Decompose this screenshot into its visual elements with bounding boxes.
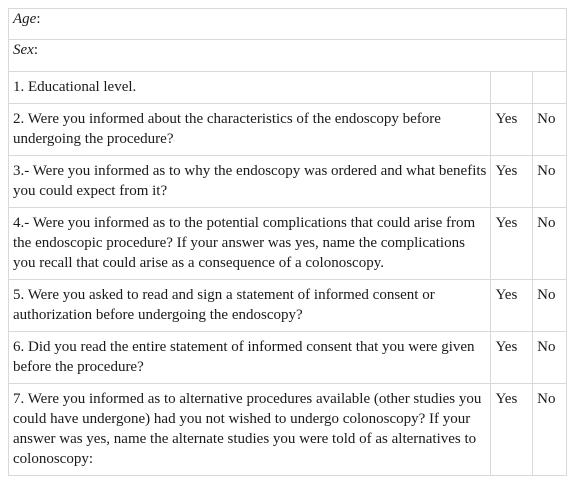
age-row	[9, 9, 567, 40]
question-row	[9, 208, 567, 280]
question-row	[9, 332, 567, 384]
yes-option[interactable]: Yes	[491, 104, 533, 156]
question-row	[9, 104, 567, 156]
no-option[interactable]: No	[533, 208, 567, 280]
no-option[interactable]: No	[533, 280, 567, 332]
questionnaire-table	[8, 8, 567, 476]
age-colon: :	[36, 11, 41, 27]
question-text: 1. Educational level.	[9, 72, 491, 104]
question-row	[9, 156, 567, 208]
yes-cell[interactable]	[491, 72, 533, 104]
yes-option[interactable]: Yes	[491, 156, 533, 208]
question-row	[9, 384, 567, 476]
question-row	[9, 72, 567, 104]
yes-option[interactable]: Yes	[491, 280, 533, 332]
sex-cell	[9, 40, 567, 72]
question-row	[9, 280, 567, 332]
question-text: 7. Were you informed as to alternative procedures available (other studies you could have undergone) had you not wished to undergo colonoscopy? If your answer was yes, name the alternate studies you were told of as alternatives to colonoscopy:	[9, 384, 491, 476]
question-text: 3.- Were you informed as to why the endoscopy was ordered and what benefits you could expect from it?	[9, 156, 491, 208]
no-cell[interactable]	[533, 72, 567, 104]
sex-label: Sex	[13, 42, 34, 58]
yes-option[interactable]: Yes	[491, 208, 533, 280]
no-option[interactable]: No	[533, 104, 567, 156]
no-option[interactable]: No	[533, 384, 567, 476]
age-cell	[9, 9, 567, 40]
age-label: Age	[13, 11, 37, 27]
sex-row	[9, 40, 567, 72]
sex-colon: :	[33, 42, 38, 58]
question-text: 2. Were you informed about the characteristics of the endoscopy before undergoing the procedure?	[9, 104, 491, 156]
yes-option[interactable]: Yes	[491, 332, 533, 384]
no-option[interactable]: No	[533, 156, 567, 208]
question-text: 4.- Were you informed as to the potential complications that could arise from the endoscopic procedure? If your answer was yes, name the complications you recall that could arise as a consequence of a colonoscopy.	[9, 208, 491, 280]
question-text: 6. Did you read the entire statement of informed consent that you were given before the procedure?	[9, 332, 491, 384]
no-option[interactable]: No	[533, 332, 567, 384]
yes-option[interactable]: Yes	[491, 384, 533, 476]
question-text: 5. Were you asked to read and sign a statement of informed consent or authorization before undergoing the endoscopy?	[9, 280, 491, 332]
